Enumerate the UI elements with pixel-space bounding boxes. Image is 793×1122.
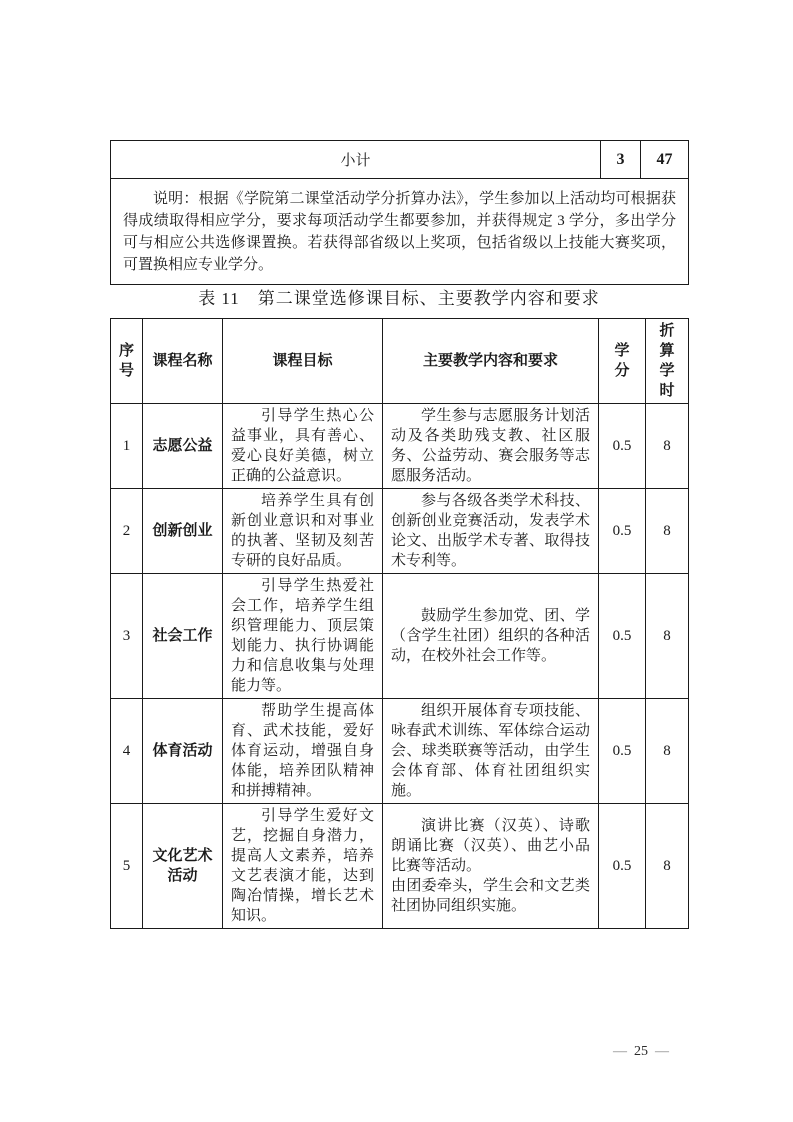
header-no <box>111 319 143 404</box>
row-content <box>383 804 599 929</box>
page-footer <box>575 1044 707 1060</box>
row-credit: 0.5 <box>599 489 646 574</box>
row-credit: 0.5 <box>599 804 646 929</box>
row-content-text: 鼓励学生参加党、团、学（含学生社团）组织的各种活动，在校外社会工作等。 <box>391 608 590 664</box>
row-objective <box>223 489 383 574</box>
row-no: 5 <box>111 804 143 929</box>
row-no: 1 <box>111 404 143 489</box>
subtotal-hours: 47 <box>641 141 689 179</box>
row-course-name: 志愿公益 <box>143 404 223 489</box>
note-text: 说明：根据《学院第二课堂活动学分折算办法》，学生参加以上活动均可根据获得成绩取得相应学分，要求每项活动学生都要参加，并获得规定 3 学分，多出学分可与相应公共选修课置换。若获得部省级以上奖项，包括省级以上技能大赛奖项，可置换相应专业学分。 <box>123 191 676 273</box>
row-objective <box>223 404 383 489</box>
row-hours: 8 <box>646 699 689 804</box>
header-no-label: 序号 <box>119 343 135 379</box>
header-content: 主要教学内容和要求 <box>383 319 599 404</box>
subtotal-label: 小计 <box>111 141 601 179</box>
row-hours: 8 <box>646 804 689 929</box>
row-hours: 8 <box>646 489 689 574</box>
subtotal-row <box>111 141 689 179</box>
table-row <box>111 489 689 574</box>
row-objective <box>223 804 383 929</box>
row-credit: 0.5 <box>599 574 646 699</box>
row-content-text: 组织开展体育专项技能、咏春武术训练、军体综合运动会、球类联赛等活动，由学生会体育部、体育社团组织实施。 <box>391 703 590 799</box>
footer-right-dash: — <box>655 1044 669 1059</box>
table-row <box>111 404 689 489</box>
note-row <box>111 179 689 285</box>
row-content <box>383 404 599 489</box>
page-number: 25 <box>634 1044 648 1059</box>
row-objective <box>223 699 383 804</box>
row-course-name: 体育活动 <box>143 699 223 804</box>
table-header-row <box>111 319 689 404</box>
header-credit <box>599 319 646 404</box>
row-no: 4 <box>111 699 143 804</box>
row-hours: 8 <box>646 404 689 489</box>
row-content-text-2: 由团委牵头，学生会和文艺类社团协同组织实施。 <box>391 878 590 914</box>
table-row <box>111 804 689 929</box>
header-credit-label: 学分 <box>614 343 630 379</box>
row-content-text: 参与各级各类学术科技、创新创业竞赛活动，发表学术论文、出版学术专著、取得技术专利等。 <box>391 493 590 569</box>
note-cell <box>111 179 689 285</box>
row-objective-text: 引导学生爱好文艺，挖掘自身潜力，提高人文素养，培养文艺表演才能，达到陶冶情操，增长艺术知识。 <box>231 808 374 924</box>
row-course-name: 社会工作 <box>143 574 223 699</box>
row-course-name: 文化艺术活动 <box>143 804 223 929</box>
row-hours: 8 <box>646 574 689 699</box>
row-content <box>383 489 599 574</box>
row-credit: 0.5 <box>599 699 646 804</box>
subtotal-credits: 3 <box>601 141 641 179</box>
footer-left-dash: — <box>613 1044 627 1059</box>
row-content-text: 演讲比赛（汉英）、诗歌朗诵比赛（汉英）、曲艺小品比赛等活动。 <box>391 818 590 874</box>
row-content-text: 学生参与志愿服务计划活动及各类助残支教、社区服务、公益劳动、赛会服务等志愿服务活动。 <box>391 408 590 484</box>
row-course-name: 创新创业 <box>143 489 223 574</box>
row-objective <box>223 574 383 699</box>
row-no: 3 <box>111 574 143 699</box>
subtotal-table <box>110 140 689 285</box>
row-objective-text: 帮助学生提高体育、武术技能，爱好体育运动，增强自身体能，培养团队精神和拼搏精神。 <box>231 703 374 799</box>
table-row <box>111 574 689 699</box>
row-credit: 0.5 <box>599 404 646 489</box>
header-course-name: 课程名称 <box>143 319 223 404</box>
table-row <box>111 699 689 804</box>
header-hours-label: 折算学时 <box>659 323 675 399</box>
table-11-title: 表 11 第二课堂选修课目标、主要教学内容和要求 <box>198 289 600 308</box>
header-objective: 课程目标 <box>223 319 383 404</box>
row-no: 2 <box>111 489 143 574</box>
header-hours <box>646 319 689 404</box>
row-content <box>383 574 599 699</box>
row-objective-text: 培养学生具有创新创业意识和对事业的执著、坚韧及刻苦专研的良好品质。 <box>231 493 374 569</box>
row-objective-text: 引导学生热心公益事业，具有善心、爱心良好美德，树立正确的公益意识。 <box>231 408 374 484</box>
row-content <box>383 699 599 804</box>
row-objective-text: 引导学生热爱社会工作，培养学生组织管理能力、顶层策划能力、执行协调能力和信息收集与处理能力等。 <box>231 578 374 694</box>
table-11 <box>110 318 689 929</box>
